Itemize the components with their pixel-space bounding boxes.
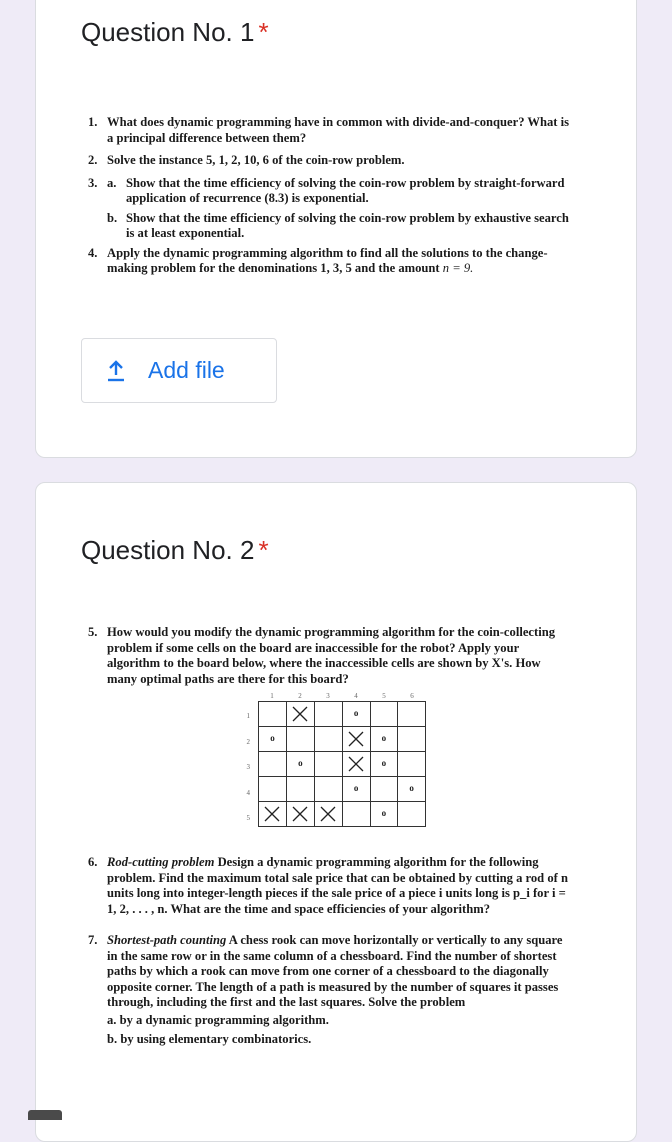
coin-marker: o [381,758,387,769]
board-cell [398,802,426,827]
list-item: 1. What does dynamic programming have in common with divide-and-conquer? What is a principal difference between them? [88,115,570,145]
coin-board [236,689,426,839]
board-cell [259,777,287,802]
column-label: 3 [326,692,330,700]
coin-cell [342,777,370,802]
board-cell [370,777,398,802]
sub-item: b. by using elementary combinatorics. [107,1032,312,1046]
question-card-1 [35,0,637,458]
coin-cell [259,727,287,752]
coin-marker: o [270,733,275,744]
question-card-2 [35,482,637,1142]
required-marker: * [258,17,269,47]
coin-cell [286,752,314,777]
board-row [259,702,426,727]
list-item: 3. a. Show that the time efficiency of solving the coin-row problem by straight-forward application of recurrence (8.3) is exponential. b. Show that the time efficiency of solving the coin-row problem by exhaustive search is at least exponential. [88,175,569,240]
coin-marker: o [353,783,359,794]
row-label: 4 [246,788,250,797]
coin-cell [370,802,398,827]
board-cell [314,702,342,727]
sub-item: a. Show that the time efficiency of solving the coin-row problem by straight-forward application of recurrence (8.3) is exponential. [107,175,565,205]
board-cell [286,777,314,802]
board-cell [314,752,342,777]
board-cell [398,727,426,752]
coin-cell [370,727,398,752]
sub-item: a. by a dynamic programming algorithm. [107,1012,329,1027]
coin-marker: o [353,708,359,719]
board-cell [370,702,398,727]
board-cell [259,752,287,777]
row-label: 5 [246,814,250,822]
coin-marker: o [298,758,303,769]
coin-marker: o [409,783,414,794]
inaccessible-cell [314,802,342,827]
board-cell [398,702,426,727]
column-label: 1 [270,692,274,700]
board-cell [259,702,287,727]
row-label: 3 [246,763,250,771]
upload-icon [106,360,126,382]
inaccessible-cell [259,802,287,827]
row-label: 1 [246,712,250,720]
board-cell [342,802,370,827]
inaccessible-cell [342,727,370,752]
question-image [88,625,570,1055]
add-file-button[interactable] [81,338,277,403]
question-title: Question No. 2 * [81,535,269,565]
column-label: 6 [410,692,414,700]
board-table [258,701,426,827]
row-label: 2 [246,737,250,746]
column-labels [258,689,426,699]
required-marker: * [258,535,269,565]
column-label: 2 [298,692,302,700]
list-item: 7. Shortest-path counting A chess rook can move horizontally or vertically to any square in the same row or in the same column of a chessboard. Find the number of shortest paths by which a rook can move from one corner of a chessboard to the diagonally opposite corner. The length of a path is measured by the number of squares it passes through, including the first and the last squares. Solve the problem a. by a dynamic programming algorithm. b. by using elementary combinatorics. [88,933,570,1048]
inaccessible-cell [286,802,314,827]
board-cell [286,727,314,752]
list-item: 6. Rod-cutting problem Design a dynamic programming algorithm for the following problem. Find the maximum total sale price that can be obtained by cutting a rod of n units long into integer-length pieces if the sale price of a piece i units long is p_i for i = 1, 2, . . . , n. What are the time and space efficiencies of your algorithm? [88,855,568,916]
add-file-label: Add file [148,357,225,383]
coin-marker: o [381,733,387,744]
list-item: 4. Apply the dynamic programming algorithm to find all the solutions to the change-making problem for the denominations 1, 3, 5 and the amount n = 9. [88,245,548,275]
sub-item: b. Show that the time efficiency of solving the coin-row problem by exhaustive search is at least exponential. [107,210,569,240]
question-image [88,115,570,284]
board-row [259,727,426,752]
board-row [259,802,426,827]
list-item: 2. Solve the instance 5, 1, 2, 10, 6 of the coin-row problem. [88,153,405,167]
board-row [259,777,426,802]
question-title: Question No. 1 * [81,17,269,47]
coin-marker: o [381,808,387,819]
coin-cell [370,752,398,777]
board-cell [314,727,342,752]
list-item: 5. How would you modify the dynamic programming algorithm for the coin-collecting problem if some cells on the board are inaccessible for the robot? Apply your algorithm to the board below, where the inaccessible cells are shown by X's. How many optimal paths are there for this board? [88,625,555,686]
column-label: 5 [382,692,386,700]
board-cell [398,752,426,777]
coin-cell [398,777,426,802]
coin-cell [342,702,370,727]
column-label: 4 [354,692,358,700]
board-cell [314,777,342,802]
inaccessible-cell [342,752,370,777]
corner-tab [28,1110,62,1120]
inaccessible-cell [286,702,314,727]
board-row [259,752,426,777]
